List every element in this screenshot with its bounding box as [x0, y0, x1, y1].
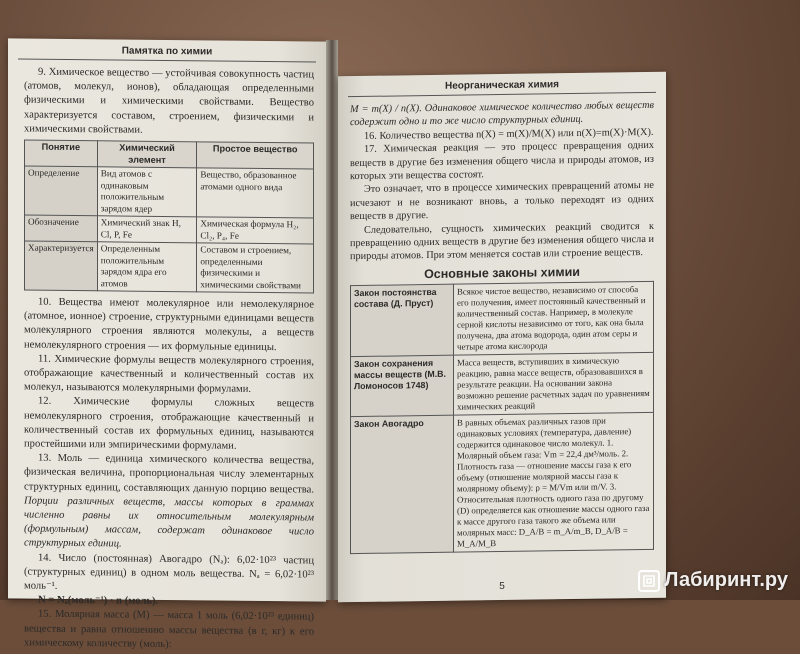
table-row: [25, 166, 314, 218]
paragraph-15: 15. Молярная масса (M) — масса 1 моль (6,02·10²³ единиц) вещества и равна отношению массы вещества (в г, кг) к его химическому количеству (моль):: [24, 609, 314, 650]
table-cell: Химический знак H, Cl, P, Fe: [97, 216, 197, 243]
element-vs-substance-table: [24, 140, 314, 294]
right-page-body: [338, 93, 666, 555]
table-cell: Определение: [25, 166, 98, 216]
law-name: Закон сохранения массы веществ (М.В. Ломоносов 1748): [351, 355, 454, 416]
watermark-text: Лабиринт.ру: [664, 569, 788, 591]
avogadro-formula: N = Nₐ(моль⁻¹) · n (моль).: [38, 594, 159, 608]
table-header-cell: Понятие: [25, 140, 98, 167]
molar-mass-line: [350, 99, 654, 130]
table-cell: Составом и строением, определенными физическими и химическими свойствами: [197, 243, 314, 293]
paragraph-9: 9. Химическое вещество — устойчивая совокупность частиц (атомов, молекул, ионов), обладающая определенными физическими и химическими свойствами. Вещество характеризуется составом, строением, физическими и химическими свойствами.: [24, 66, 314, 136]
table-cell: Обозначение: [25, 215, 98, 242]
paragraph-11: 11. Химические формулы веществ молекулярного строения, отображающие качественный и количественный состав их молекул, называются молекулярными формулами.: [24, 353, 314, 396]
paragraph-14: 14. Число (постоянная) Авогадро (Nₐ): 6,02·10²³ частиц (структурных единиц) в одном моль вещества. Nₐ = 6,02·10²³ моль⁻¹.: [24, 552, 314, 592]
paragraph-13-italic: Порции различных веществ, массы которых в граммах численно равны их относительным молекулярным (формульным) массам, содержат одинаковое число структурных единиц.: [24, 495, 314, 550]
paragraph-17-continued: Это означает, что в процессе химических превращений атомы не исчезают и не возникают вновь, а только переходят из одних веществ в другие.: [350, 180, 654, 223]
table-row: [25, 241, 314, 293]
right-page-header: Неорганическая химия: [348, 72, 656, 97]
paragraph-17: 17. Химическая реакция — это процесс превращения одних веществ в другие без изменения общего числа и природы атомов, из которых эти вещества состоят.: [350, 140, 654, 183]
table-row: [351, 282, 654, 357]
law-text: Масса веществ, вступивших в химическую реакцию, равна массе веществ, образовавшихся в результате реакции. На основании закона возможно решение расчетных задач по уравнениям химических реакций: [454, 353, 654, 416]
section-title: Основные законы химии: [424, 264, 580, 281]
law-text: Всякое чистое вещество, независимо от способа его получения, имеет постоянный качественный и количественный состав. Например, в молекуле серной кислоты независимо от того, как она была получена, два атома водорода, один атом серы и четыре атома кислорода: [454, 282, 654, 356]
left-page: [8, 38, 326, 650]
table-header-cell: Химический элемент: [97, 141, 197, 168]
page-number: 5: [499, 580, 505, 593]
watermark: [638, 569, 788, 592]
labirint-logo-icon: [638, 570, 660, 592]
paragraph-12: 12. Химические формулы сложных веществ немолекулярного строения, отображающие качественный и количественный состав их формульных единиц, называются простейшими или эмпирическими формулами.: [24, 396, 314, 452]
laws-table: [350, 281, 654, 554]
table-cell: Определенным положительным зарядом ядра его атомов: [97, 242, 197, 292]
molar-mass-formula: M = m(X) / n(X).: [350, 103, 422, 116]
right-page: [338, 72, 666, 603]
law-name: Закон Авогадро: [351, 415, 454, 553]
law-name: Закон постоянства состава (Д. Пруст): [351, 284, 454, 356]
table-header-cell: Простое вещество: [197, 142, 314, 169]
table-cell: Вид атомов с одинаковым положительным зарядом ядер: [97, 167, 197, 217]
paragraph-16: 16. Количество вещества n(X) = m(X)/M(X) или n(X)=m(X)·M(X).: [364, 126, 654, 142]
book-gutter: [326, 40, 338, 600]
table-row: [351, 413, 654, 554]
table-header-row: [25, 140, 314, 169]
table-row: [25, 215, 314, 244]
table-cell: Характеризуется: [25, 241, 98, 291]
table-row: [351, 353, 654, 417]
table-cell: Химическая формула H₂, Cl₂, P₄, Fe: [197, 217, 314, 244]
paragraph-13: [24, 452, 314, 554]
molar-mass-note: Одинаковое химическое количество любых веществ содержит одно и то же число структурных единиц.: [350, 99, 655, 129]
law-text: В равных объемах различных газов при одинаковых условиях (температура, давление) содержится одинаковое число молекул. 1. Молярный объем газа: Vm = 22,4 дм³/моль. 2. Плотность газа — отношение массы газа к его объему (отношение молярной массы газа к молярному объему): ρ = M/Vm или m/V. 3. Относительная плотность одного газа по другому (D) определяется как отношение массы одного газа к массе другого газа такого же объема или молярных масс: D_A/B = m_A/m_B, D_A/B = M_A/M_B: [454, 413, 654, 553]
left-page-body: [8, 59, 326, 653]
table-cell: Вещество, образованное атомами одного вида: [197, 168, 314, 218]
paragraph-13-definition: 13. Моль — единица химического количества вещества, физическая величина, пропорциональная числу элементарных структурных единиц, составляющих данную порцию вещества.: [24, 452, 314, 496]
paragraph-conclusion: Следовательно, сущность химических реакций сводится к превращению одних веществ в другие без изменения общего числа и природы атомов. При этом меняется состав или строение веществ.: [350, 220, 654, 263]
left-page-header: Памятка по химии: [18, 38, 316, 62]
paragraph-10: 10. Вещества имеют молекулярное или немолекулярное (атомное, ионное) строение, структурными единицами веществ молекулярного строения являются молекулы, а веществ немолекулярного строения — их формульные единицы.: [24, 296, 314, 353]
